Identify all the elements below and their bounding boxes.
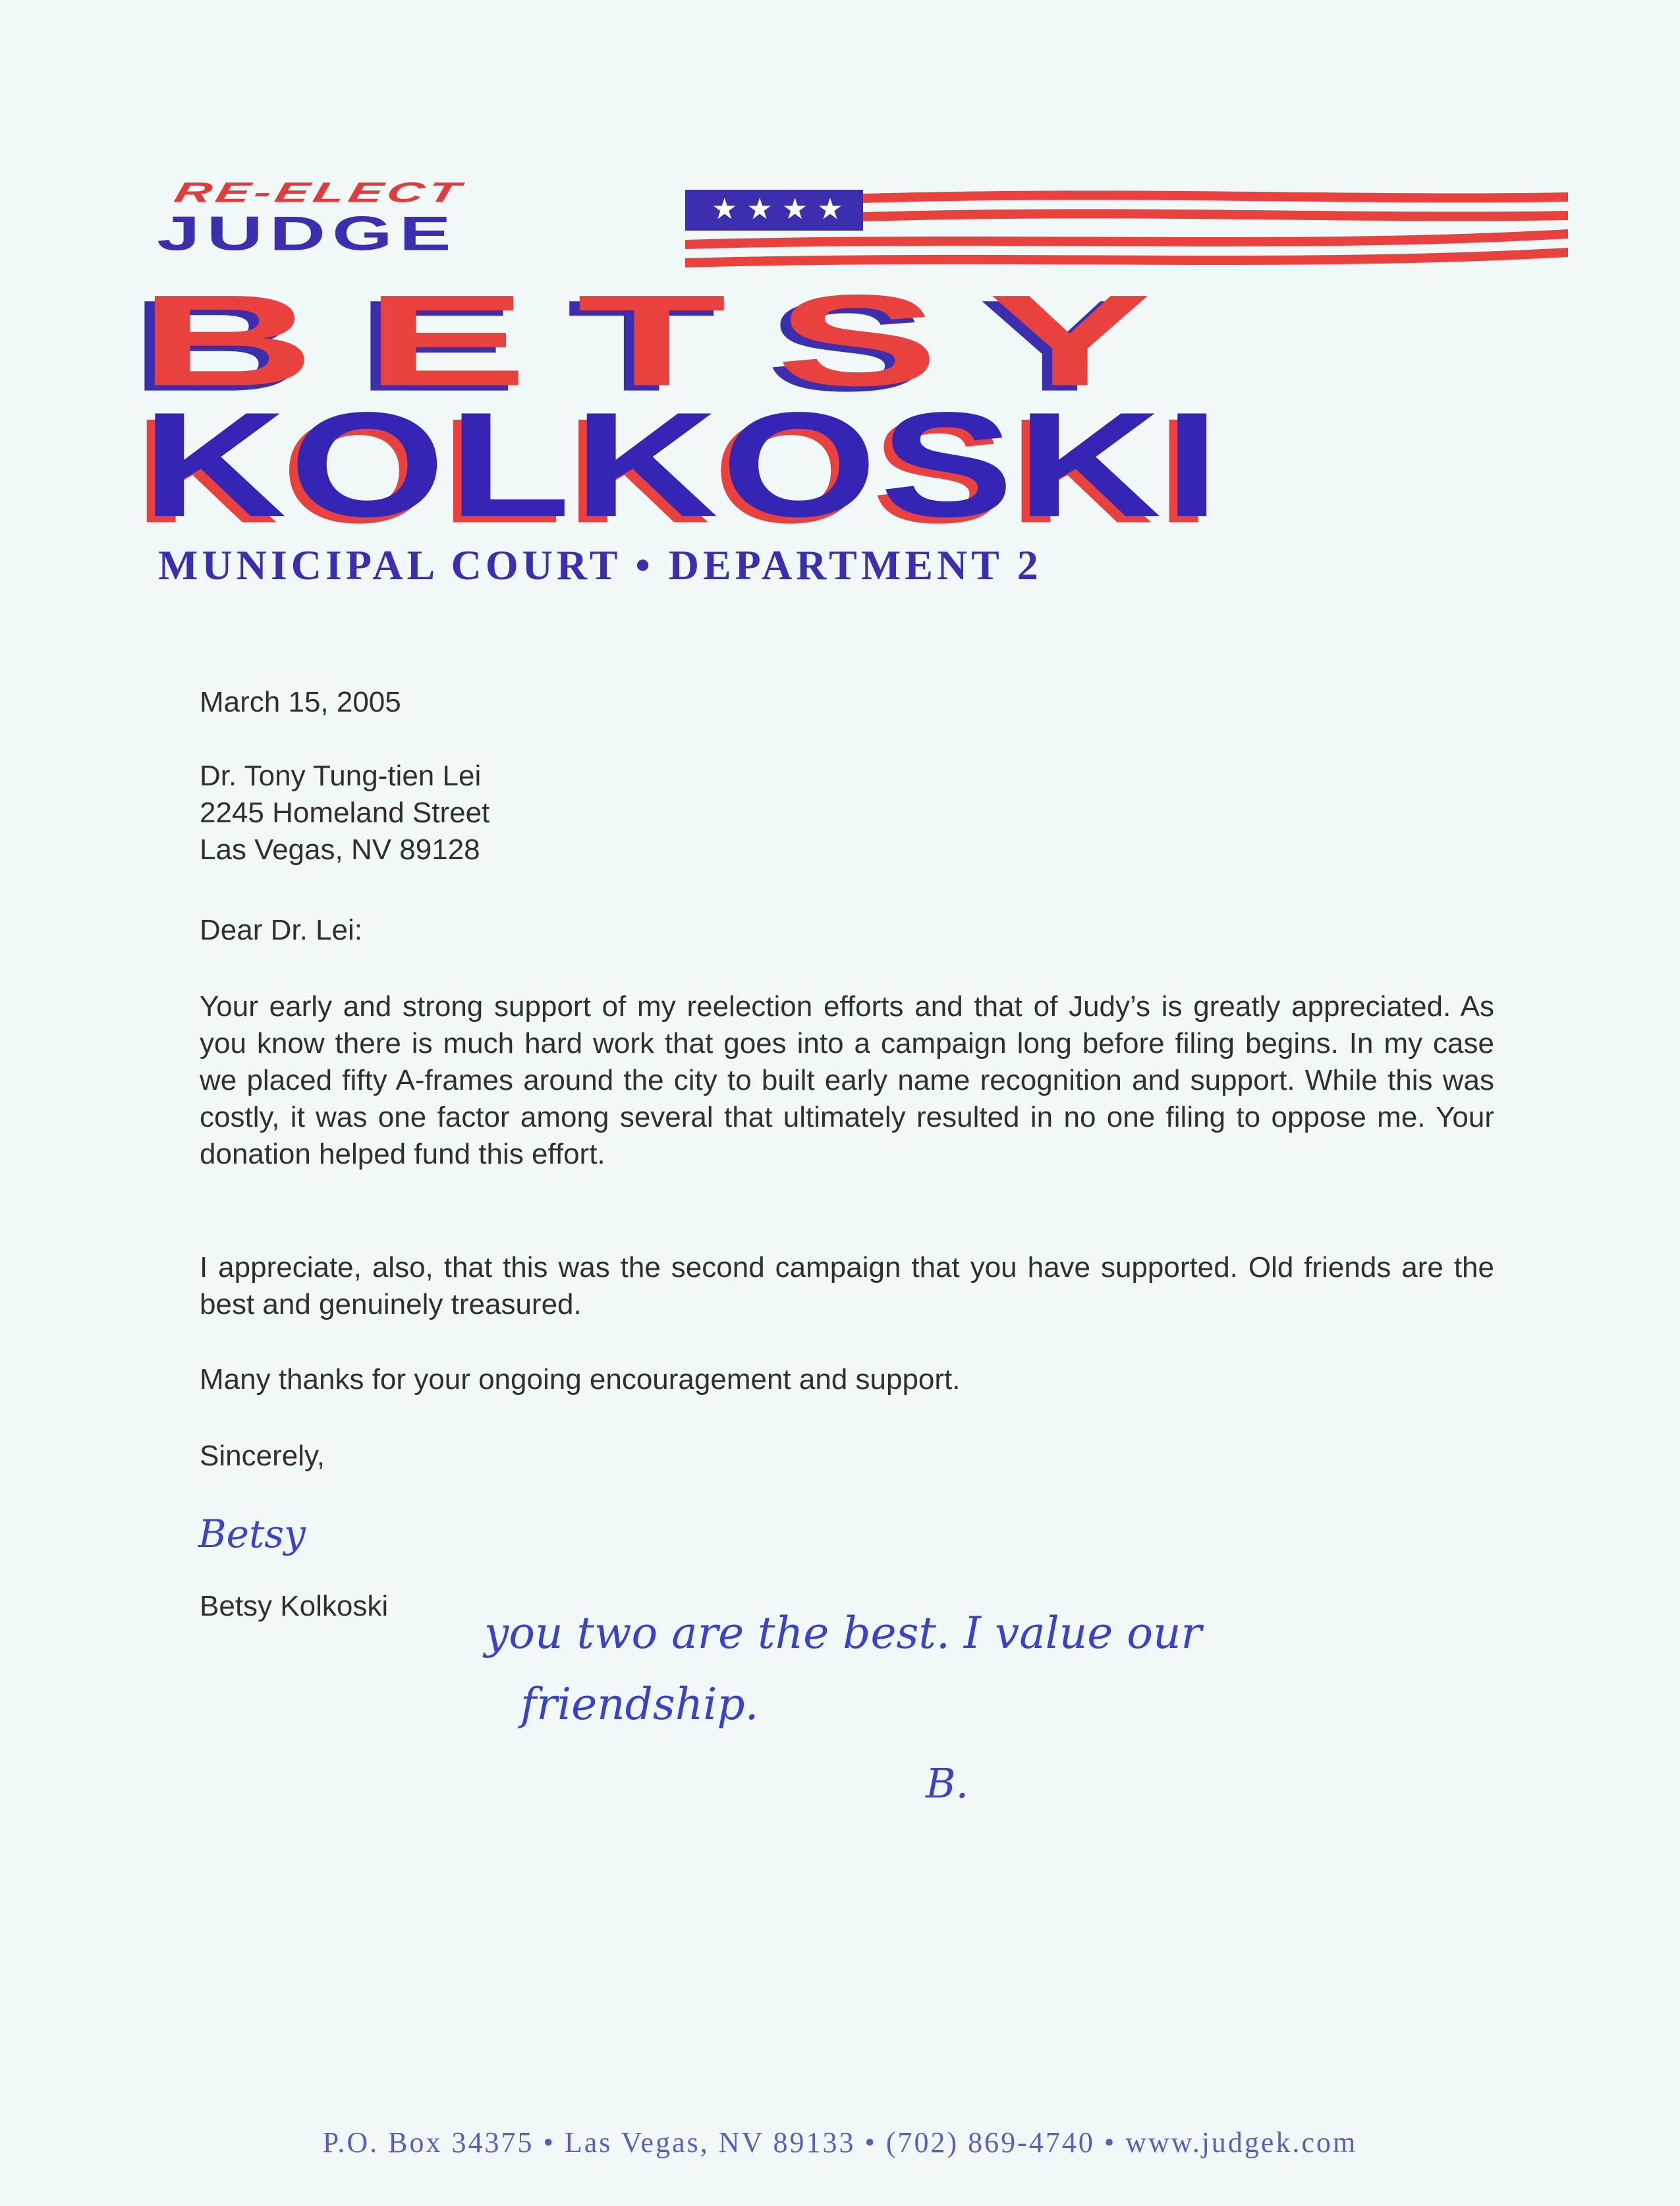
handwritten-note-line-1: you two are the best. I value our [484, 1608, 1202, 1658]
signer-name: Betsy Kolkoski [200, 1590, 389, 1622]
court-department-line: MUNICIPAL COURT • DEPARTMENT 2 [158, 542, 1042, 588]
paragraph-second-campaign: I appreciate, also, that this was the second campaign that you have supported. Old friends are the best and genuinely treasured. [200, 1251, 1494, 1320]
paragraph-support: Your early and strong support of my reelection efforts and that of Judy’s is greatly appreciated. As you know there is much hard work that goes into a campaign long before filing begins. In my case we placed fifty A-frames around the city to built early name recognition and support. While this was costly, it was one factor among several that ultimately resulted in no one filing to oppose me. Your donation helped fund this effort. [200, 990, 1494, 1170]
svg-text:★ ★ ★ ★: ★ ★ ★ ★ [712, 192, 843, 226]
reelect-text: RE-ELECT [171, 176, 467, 208]
closing: Sincerely, [200, 1440, 325, 1472]
handwritten-initial: B. [926, 1759, 969, 1807]
letter-date: March 15, 2005 [200, 686, 401, 718]
address-line-city: Las Vegas, NV 89128 [200, 834, 480, 866]
salutation: Dear Dr. Lei: [200, 914, 362, 946]
first-name-logo: BETSY [138, 268, 1201, 413]
paragraph-thanks: Many thanks for your ongoing encouragement and support. [200, 1363, 961, 1396]
judge-text: JUDGE [157, 206, 458, 261]
last-name-logo: KOLKOSKI [142, 381, 1223, 548]
letterhead [0, 0, 1680, 593]
signature: Betsy [198, 1512, 306, 1556]
handwritten-note-line-2: friendship. [520, 1679, 759, 1730]
flag-graphic [685, 190, 1568, 275]
footer-contact: P.O. Box 34375 • Las Vegas, NV 89133 • (702) 869-4740 • www.judgek.com [322, 2126, 1358, 2159]
address-line-street: 2245 Homeland Street [200, 797, 490, 829]
address-line-name: Dr. Tony Tung-tien Lei [200, 760, 482, 792]
